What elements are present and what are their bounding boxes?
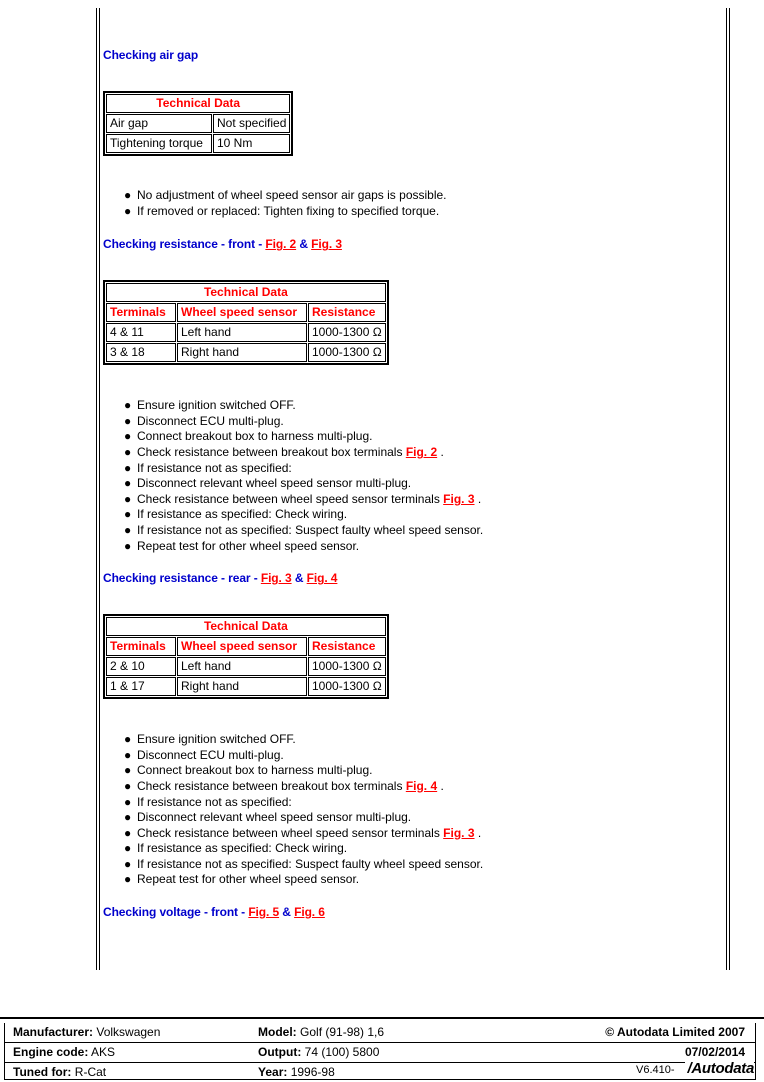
fig-link-2[interactable]: Fig. 2 <box>265 237 297 252</box>
fig-link-3[interactable]: Fig. 3 <box>443 491 475 506</box>
bullet-icon: ● <box>124 538 132 553</box>
column-header-sensor: Wheel speed sensor <box>177 303 307 322</box>
list-item <box>103 445 703 461</box>
list-item <box>103 857 703 873</box>
list-item-text: Repeat test for other wheel speed sensor. <box>137 538 360 553</box>
bullet-icon: ● <box>124 856 132 871</box>
cell-label: Tightening torque <box>106 134 212 153</box>
list-item-text: If resistance as specified: Check wiring. <box>137 841 348 856</box>
list-item-text-after: . <box>474 825 482 840</box>
footer-label: Year: <box>258 1065 288 1079</box>
heading-checking-air-gap <box>103 48 703 62</box>
list-item <box>103 523 703 539</box>
list-item-text: If removed or replaced: Tighten fixing to specified torque. <box>137 203 440 218</box>
heading-text: Checking air gap <box>103 48 199 62</box>
bullet-icon: ● <box>124 778 132 793</box>
table-row-title <box>106 617 386 636</box>
footer-label: Output: <box>258 1045 302 1059</box>
table-title: Technical Data <box>106 283 386 302</box>
list-item <box>103 476 703 492</box>
cell-value: Not specified <box>213 114 290 133</box>
footer-output <box>258 1043 379 1062</box>
figure-separator: & <box>291 571 307 586</box>
heading-text: Checking resistance - rear - <box>103 571 261 586</box>
list-item-text: Repeat test for other wheel speed sensor. <box>137 872 360 887</box>
list-item-text-after: . <box>474 491 482 506</box>
column-header-resistance: Resistance <box>308 303 386 322</box>
list-item <box>103 461 703 477</box>
list-item-text: Check resistance between wheel speed sensor terminals <box>137 491 444 506</box>
footer-row <box>5 1043 755 1063</box>
list-item <box>103 507 703 523</box>
bullet-icon: ● <box>124 460 132 475</box>
list-item-text: Check resistance between breakout box terminals <box>137 444 406 459</box>
fig-link-6[interactable]: Fig. 6 <box>294 905 325 920</box>
list-item-text: Disconnect ECU multi-plug. <box>137 413 284 428</box>
table-row-title <box>106 283 386 302</box>
table-row <box>106 343 386 362</box>
list-item <box>103 188 703 204</box>
table-row <box>106 134 290 153</box>
list-item <box>103 826 703 842</box>
heading-text: Checking resistance - front - <box>103 237 266 252</box>
list-item-text: Check resistance between breakout box terminals <box>137 778 406 793</box>
cell-sensor: Right hand <box>177 677 307 696</box>
cell-value: 10 Nm <box>213 134 290 153</box>
list-item-text: If resistance not as specified: Suspect faulty wheel speed sensor. <box>137 856 484 871</box>
figure-separator: & <box>279 905 295 920</box>
bullet-icon: ● <box>124 794 132 809</box>
list-item-text: Check resistance between wheel speed sensor terminals <box>137 825 444 840</box>
column-header-sensor: Wheel speed sensor <box>177 637 307 656</box>
footer-row <box>5 1023 755 1043</box>
list-item <box>103 398 703 414</box>
list-item-text: If resistance as specified: Check wiring. <box>137 507 348 522</box>
autodata-logo: /Autodata <box>685 1059 754 1079</box>
list-item-text-after: . <box>437 444 444 459</box>
bullet-icon: ● <box>124 491 132 506</box>
footer-value: 1996-98 <box>290 1065 335 1079</box>
table-title: Technical Data <box>106 617 386 636</box>
figure-separator: & <box>296 237 312 252</box>
bullet-icon: ● <box>124 444 132 459</box>
list-item <box>103 748 703 764</box>
cell-sensor: Right hand <box>177 343 307 362</box>
bullet-icon: ● <box>124 810 132 825</box>
fig-link-3[interactable]: Fig. 3 <box>260 571 292 586</box>
list-item-text: No adjustment of wheel speed sensor air gaps is possible. <box>137 188 447 202</box>
table-row <box>106 114 290 133</box>
list-item-text: Disconnect relevant wheel speed sensor multi-plug. <box>137 476 412 491</box>
fig-link-2[interactable]: Fig. 2 <box>405 444 438 459</box>
fig-link-5[interactable]: Fig. 5 <box>248 905 280 920</box>
bullet-icon: ● <box>124 398 132 413</box>
list-item-text: Connect breakout box to harness multi-plug. <box>137 763 373 778</box>
cell-label: Air gap <box>106 114 212 133</box>
cell-terminals: 4 & 11 <box>106 323 176 342</box>
footer-label: Engine code: <box>13 1045 89 1059</box>
footer-label: Tuned for: <box>13 1065 72 1079</box>
bullet-icon: ● <box>124 732 132 747</box>
list-item <box>103 763 703 779</box>
list-item <box>103 872 703 888</box>
footer-date: 07/02/2014 <box>684 1045 745 1059</box>
bullet-icon: ● <box>124 429 132 444</box>
list-item-text: If resistance not as specified: Suspect faulty wheel speed sensor. <box>137 522 484 537</box>
heading-checking-voltage-front <box>103 905 703 919</box>
footer-version: V6.410- <box>636 1064 675 1076</box>
steps-resistance-front <box>103 398 703 554</box>
table-resistance-rear <box>103 614 389 699</box>
bullet-icon: ● <box>124 872 132 887</box>
heading-text: Checking voltage - front - <box>103 905 249 920</box>
column-header-terminals: Terminals <box>106 637 176 656</box>
list-item <box>103 539 703 555</box>
cell-terminals: 3 & 18 <box>106 343 176 362</box>
list-item-text: Ensure ignition switched OFF. <box>137 732 296 747</box>
cell-terminals: 1 & 17 <box>106 677 176 696</box>
cell-sensor: Left hand <box>177 323 307 342</box>
fig-link-4[interactable]: Fig. 4 <box>405 778 438 793</box>
footer-copyright: © Autodata Limited 2007 <box>605 1025 745 1039</box>
fig-link-3[interactable]: Fig. 3 <box>311 237 342 252</box>
fig-link-3[interactable]: Fig. 3 <box>443 825 475 840</box>
table-row <box>106 657 386 676</box>
bullet-icon: ● <box>124 413 132 428</box>
list-item <box>103 414 703 430</box>
table-row <box>106 323 386 342</box>
list-item-text: Disconnect relevant wheel speed sensor multi-plug. <box>137 810 412 825</box>
table-row-header <box>106 303 386 322</box>
cell-resistance: 1000-1300 Ω <box>308 323 386 342</box>
steps-resistance-rear <box>103 732 703 888</box>
list-item-text-after: . <box>437 778 444 793</box>
heading-checking-resistance-rear <box>103 571 703 585</box>
list-item <box>103 795 703 811</box>
list-item <box>103 429 703 445</box>
table-air-gap <box>103 91 293 156</box>
page-right-rule <box>726 8 730 970</box>
list-item-text: Ensure ignition switched OFF. <box>137 398 296 413</box>
footer-value: AKS <box>91 1045 116 1059</box>
footer-value: Volkswagen <box>96 1025 161 1039</box>
bullet-icon: ● <box>124 747 132 762</box>
heading-checking-resistance-front <box>103 237 703 251</box>
footer-value: R-Cat <box>74 1065 107 1079</box>
cell-sensor: Left hand <box>177 657 307 676</box>
fig-link-4[interactable]: Fig. 4 <box>306 571 338 586</box>
cell-resistance: 1000-1300 Ω <box>308 343 386 362</box>
footer-engine-code <box>13 1043 115 1062</box>
list-item <box>103 492 703 508</box>
bullet-icon: ● <box>124 763 132 778</box>
list-item <box>103 204 703 220</box>
list-item <box>103 732 703 748</box>
bullet-icon: ● <box>124 476 132 491</box>
document-content <box>103 0 703 919</box>
page-footer <box>0 1023 764 1080</box>
list-item <box>103 810 703 826</box>
list-item <box>103 841 703 857</box>
footer-value: Golf (91-98) 1,6 <box>300 1025 385 1039</box>
table-title: Technical Data <box>106 94 290 113</box>
list-item-text: If resistance not as specified: <box>137 460 292 475</box>
page-left-rule <box>96 8 100 970</box>
bullet-icon: ● <box>124 841 132 856</box>
table-resistance-front <box>103 280 389 365</box>
footer-manufacturer <box>13 1023 160 1042</box>
cell-terminals: 2 & 10 <box>106 657 176 676</box>
bullet-icon: ● <box>124 188 132 202</box>
list-item-text: If resistance not as specified: <box>137 794 292 809</box>
column-header-resistance: Resistance <box>308 637 386 656</box>
bullet-icon: ● <box>124 522 132 537</box>
cell-resistance: 1000-1300 Ω <box>308 657 386 676</box>
table-row-title <box>106 94 290 113</box>
steps-air-gap <box>103 188 703 219</box>
footer-label: Model: <box>258 1025 297 1039</box>
table-row-header <box>106 637 386 656</box>
cell-resistance: 1000-1300 Ω <box>308 677 386 696</box>
footer-top-rule <box>0 1017 764 1019</box>
bullet-icon: ● <box>124 203 132 218</box>
table-row <box>106 677 386 696</box>
bullet-icon: ● <box>124 507 132 522</box>
bullet-icon: ● <box>124 825 132 840</box>
footer-value: 74 (100) 5800 <box>304 1045 380 1059</box>
list-item <box>103 779 703 795</box>
footer-label: Manufacturer: <box>13 1025 94 1039</box>
list-item-text: Disconnect ECU multi-plug. <box>137 747 284 762</box>
column-header-terminals: Terminals <box>106 303 176 322</box>
list-item-text: Connect breakout box to harness multi-plug. <box>137 429 373 444</box>
footer-model <box>258 1023 384 1042</box>
